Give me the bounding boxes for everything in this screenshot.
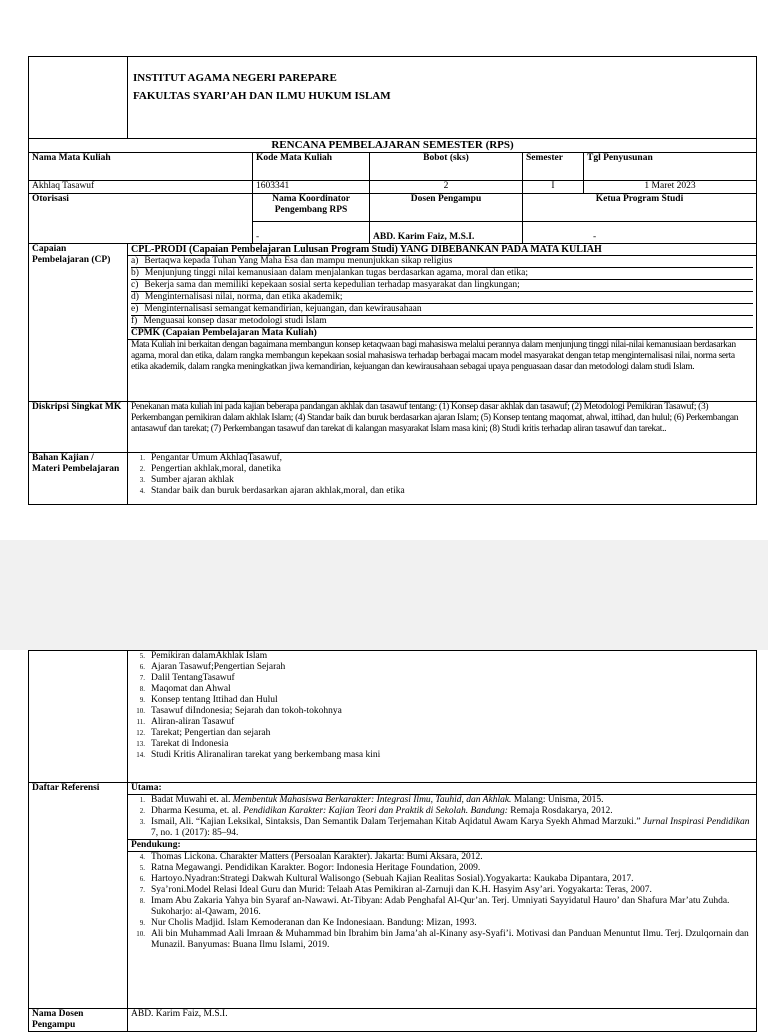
material-item: 9. Konsep tentang Ittihad dan Hulul [139, 695, 278, 705]
materials-list-page-1 [131, 453, 753, 497]
material-item: 11. Aliran-aliran Tasawuf [136, 717, 235, 727]
reference-item: 5. Ratna Megawangi. Pendidikan Karakter. Bogor: Indonesia Heritage Foundation, 2009. [139, 863, 481, 873]
material-item: 7. Dalil TentangTasawuf [139, 673, 235, 683]
reference-item: 1. Badat Muwahi et. al. Membentuk Mahasiswa Berkarakter: Integrasi Ilmu, Tauhid, dan Akhlak. Malang: Unisma, 2015. [139, 795, 604, 805]
page-gap [0, 540, 768, 650]
reference-item: 10. Ali bin Muhammad Aali Imraan & Muhammad bin Ibrahim bin Jama’ah al-Kinany asy-Syafi’i. Motivasi dan Panduan Menuntut Ilmu. Terj. Dzulqornain dan Munazil. Banyumas: Buana Ilmu Islami, 2019. [136, 929, 749, 950]
material-item: 5. Pemikiran dalamAkhlak Islam [139, 651, 268, 661]
cp-label: Capaian Pembelajaran (CP) [29, 244, 128, 402]
rps-table-page-2 [28, 650, 757, 1032]
cpmk-heading: CPMK (Capaian Pembelajaran Mata Kuliah) [128, 328, 756, 340]
col-course-name: Nama Mata Kuliah [29, 153, 253, 181]
lecturer-value: ABD. Karim Faiz, M.S.I. [370, 222, 523, 244]
coordinator-label: Nama Koordinator Pengembang RPS [253, 194, 370, 222]
reference-item: 4. Thomas Lickona. Charakter Matters (Persoalan Karakter). Jakarta: Bumi Aksara, 2012. [139, 852, 483, 862]
rps-title: RENCANA PEMBELAJARAN SEMESTER (RPS) [29, 139, 757, 153]
course-credits: 2 [370, 181, 523, 194]
col-semester: Semester [523, 153, 584, 181]
cpl-item: f) Menguasai konsep dasar metodologi studi Islam [131, 316, 753, 328]
cpl-item: d) Menginternalisasi nilai, norma, dan etika akademik; [131, 292, 753, 304]
cpl-item: c) Bekerja sama dan memiliki kepekaan sosial serta kepedulian terhadap masyarakat dan lingkungan; [131, 280, 753, 292]
authorization-label: Otorisasi [29, 194, 253, 244]
material-item: 10. Tasawuf diIndonesia; Sejarah dan tokoh-tokohnya [136, 706, 342, 716]
course-name: Akhlaq Tasawuf [29, 181, 253, 194]
references-main-heading: Utama: [128, 783, 756, 795]
material-item: 8. Maqomat dan Ahwal [139, 684, 231, 694]
lecturer-label: Nama Dosen Pengampu [29, 1009, 128, 1032]
reference-item: 3. Ismail, Ali. “Kajian Leksikal, Sintaksis, Dan Semantik Dalam Terjemahan Kitab Aqidatul Awam Karya Syekh Ahmad Marzuki.” Jurnal Inspirasi Pendidikan 7, no. 1 (2017): 85–94. [139, 817, 750, 838]
references-support-heading: Pendukung: [128, 840, 756, 852]
course-semester: I [523, 181, 584, 194]
col-code: Kode Mata Kuliah [253, 153, 370, 181]
reference-item: 6. Hartoyo.Nyadran:Strategi Dakwah Kultural Walisongo (Sebuah Kajian Realitas Sosial).Yogyakarta: Kaukaba Dipantara, 2017. [139, 874, 634, 884]
material-item: 14. Studi Kritis Aliranaliran tarekat yang berkembang masa kini [136, 750, 381, 760]
reference-item: 9. Nur Cholis Madjid. Islam Kemoderanan dan Ke Indonesiaan. Bandung: Mizan, 1993. [139, 918, 477, 928]
col-date: Tgl Penyusunan [584, 153, 757, 181]
cpl-item: e) Menginternalisasi semangat kemandirian, kejuangan, dan kewirausahaan [131, 304, 753, 316]
head-value: - [523, 222, 757, 244]
material-item: 2. Pengertian akhlak,moral, danetika [139, 464, 281, 474]
description-label: Diskripsi Singkat MK [29, 402, 128, 453]
course-date: 1 Maret 2023 [584, 181, 757, 194]
institution-name: INSTITUT AGAMA NEGERI PAREPARE [133, 72, 337, 84]
cpl-list [128, 256, 756, 328]
reference-item: 2. Dharma Kesuma, et. al. Pendidikan Karakter: Kajian Teori dan Praktik di Sekolah. Bandung: Remaja Rosdakarya, 2012. [139, 806, 613, 816]
materials-label: Bahan Kajian / Materi Pembelajaran [29, 453, 128, 505]
references-support-list [128, 852, 756, 951]
references-label: Daftar Referensi [29, 783, 128, 1009]
material-item: 1. Pengantar Umum AkhlaqTasawuf, [139, 453, 282, 463]
cpl-item: b) Menjunjung tinggi nilai kemanusiaan dalam menjalankan tugas berdasarkan agama, moral dan etika; [131, 268, 753, 280]
material-item: 4. Standar baik dan buruk berdasarkan ajaran akhlak,moral, dan etika [139, 486, 405, 496]
col-credits: Bobot (sks) [370, 153, 523, 181]
rps-table-page-1 [28, 56, 757, 505]
materials-list-page-2 [131, 651, 753, 761]
reference-item: 7. Sya’roni.Model Relasi Ideal Guru dan Murid: Telaah Atas Pemikiran al-Zarnuji dan K.H. Hasyim Asy’ari. Yogyakarta: Teras, 2007. [139, 885, 652, 895]
reference-item: 8. Imam Abu Zakaria Yahya bin Syaraf an-Nawawi. At-Tibyan: Adab Penghafal Al-Qur’an. Terj. Umniyati Sayyidatul Hauro’ dan Shafura Mar’atu Zuhda. Sukoharjo: al-Qawam, 2016. [139, 896, 730, 917]
material-item: 6. Ajaran Tasawuf;Pengertian Sejarah [139, 662, 286, 672]
material-item: 3. Sumber ajaran akhlak [139, 475, 234, 485]
material-item: 12. Tarekat; Pengertian dan sejarah [136, 728, 271, 738]
lecturer-value: ABD. Karim Faiz, M.S.I. [128, 1009, 757, 1032]
coordinator-value: - [253, 222, 370, 244]
material-item: 13. Tarekat di Indonesia [136, 739, 229, 749]
cpl-heading: CPL-PRODI (Capaian Pembelajaran Lulusan Program Studi) YANG DIBEBANKAN PADA MATA KULIAH [128, 244, 756, 256]
head-label: Ketua Program Studi [523, 194, 757, 222]
description-text: Penekanan mata kuliah ini pada kajian beberapa pandangan akhlak dan tasawuf tentang: (1) Konsep dasar akhlak dan tasawuf; (2) Metodologi Pemikiran Tasawuf; (3) Perkembangan pemikiran dalam akhlak Islam; (4) Standar baik dan buruk berdasarkan ajaran Islam; (5) Konsep tentang maqomat, ahwal, ittihad, dan hulul; (6) Perkembangan antasawuf dan tarekat; (7) Perkembangan tasawuf dan tarekat di kalangan masyarakat Islam masa kini; (8) Studi kritis terhadap aliran tasawuf dan tarekat.. [128, 402, 757, 453]
cpl-item: a) Bertaqwa kepada Tuhan Yang Maha Esa dan mampu menunjukkan sikap religius [131, 256, 753, 268]
cpmk-text: Mata Kuliah ini berkaitan dengan bagaimana membangun konsep ketaqwaan bagi mahasiswa melalui perannya dalam menjunjung tinggi nilai-nilai kemanusiaan berdasarkan agama, moral dan etika, dalam rangka membangun kepekaan sosial mahasiswa terhadap berbagai macam model masyarakat dengan tetap menginternalisasi nilai, norma serta etika akademik, dalam rangka meningkatkan jiwa kemandirian, kejuangan dan kewirausahaan sebagai upaya penguasaan dasar dan metodologi dalam studi Islam. [131, 340, 736, 372]
references-main-list [128, 795, 756, 840]
lecturer-label: Dosen Pengampu [370, 194, 523, 222]
course-code: 1603341 [253, 181, 370, 194]
faculty-name: FAKULTAS SYARI’AH DAN ILMU HUKUM ISLAM [133, 90, 391, 102]
